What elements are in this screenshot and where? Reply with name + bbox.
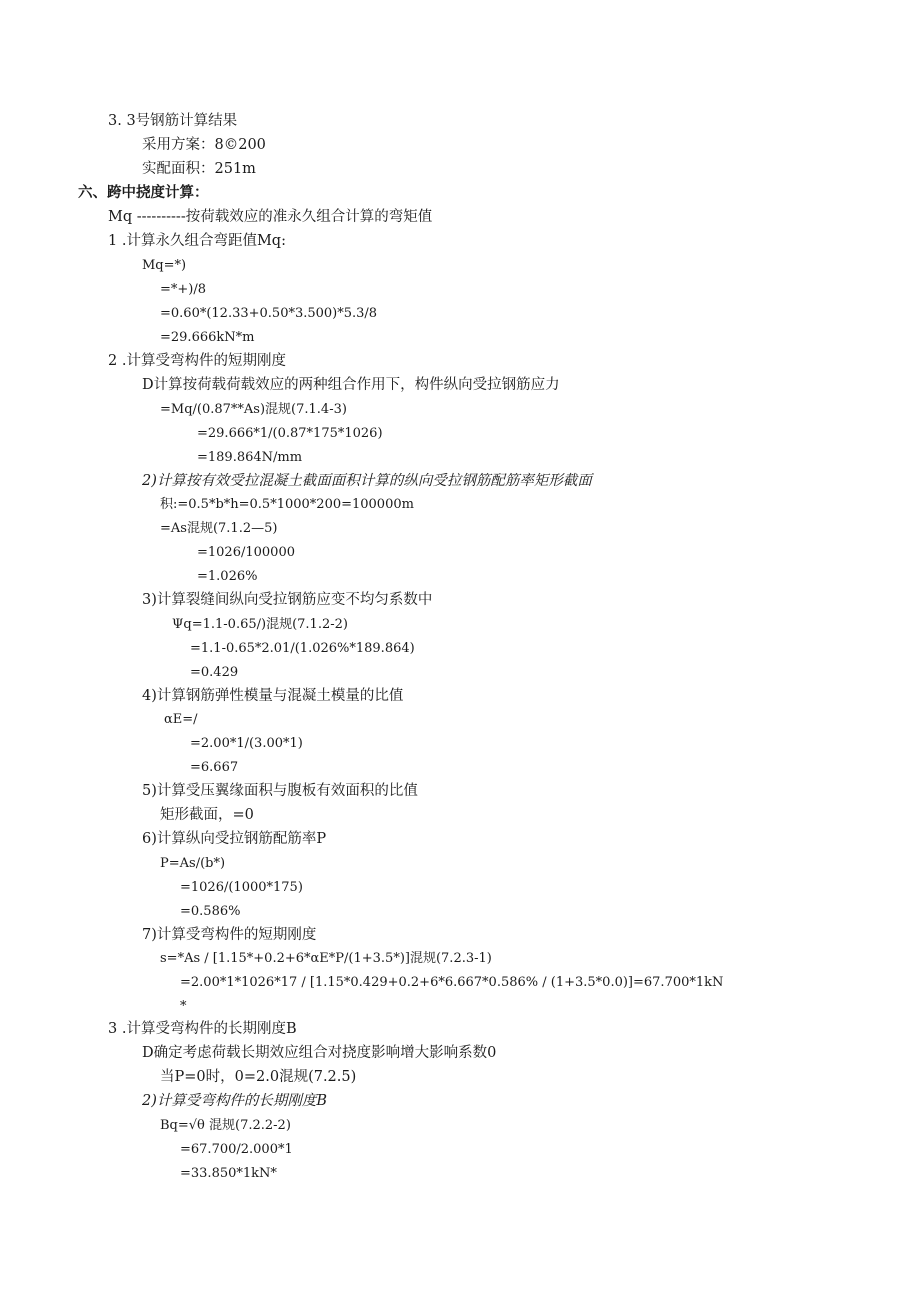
formula-result: =0.586% — [180, 904, 241, 919]
substep-2: 2)计算受弯构件的长期刚度B — [142, 1093, 328, 1109]
formula-result: =189.864N/mm — [197, 450, 303, 465]
formula-line: =1026/100000 — [197, 545, 295, 560]
formula-line: 矩形截面，=0 — [160, 807, 254, 823]
formula-line: =Mq/(0.87**As)混规(7.1.4-3) — [160, 402, 347, 417]
substep-6: 6)计算纵向受拉钢筋配筋率P — [142, 831, 327, 847]
formula-line: αE=/ — [164, 712, 198, 727]
substep-1: D确定考虑荷载长期效应组合对挠度影响增大影响系数0 — [142, 1045, 497, 1061]
formula-result: =1.026% — [197, 569, 258, 584]
formula-result: =29.666kN*m — [160, 330, 255, 345]
formula-line: =*+)/8 — [160, 282, 207, 297]
formula-result: =0.429 — [190, 665, 239, 680]
substep-4: 4)计算钢筋弹性模量与混凝土模量的比值 — [142, 688, 404, 704]
substep-7: 7)计算受弯构件的短期刚度 — [142, 927, 317, 943]
formula-line: Mq=*) — [142, 258, 187, 273]
section-title-deflection: 六、跨中挠度计算： — [78, 184, 209, 201]
substep-1: D计算按荷载荷载效应的两种组合作用下，构件纵向受拉钢筋应力 — [142, 377, 560, 393]
formula-line: =0.60*(12.33+0.50*3.500)*5.3/8 — [160, 306, 378, 321]
formula-line: P=As/(b*) — [160, 856, 226, 871]
formula-line: 当P=0时，0=2.0混规(7.2.5) — [160, 1069, 357, 1085]
step-2-heading: 2 .计算受弯构件的短期刚度 — [108, 353, 286, 369]
step-3-heading: 3 .计算受弯构件的长期刚度B — [108, 1021, 297, 1037]
formula-line: Bq=√θ 混规(7.2.2-2) — [160, 1118, 291, 1133]
formula-result: =6.667 — [190, 760, 239, 775]
scheme-line: 采用方案：8©200 — [142, 137, 266, 153]
formula-line: =As混规(7.1.2—5) — [160, 521, 278, 536]
formula-result: =33.850*1kN* — [180, 1166, 277, 1181]
substep-5: 5)计算受压翼缘面积与腹板有效面积的比值 — [142, 783, 418, 799]
formula-line: =29.666*1/(0.87*175*1026) — [197, 426, 383, 441]
area-line: 实配面积：251m — [142, 161, 256, 177]
formula-line: =2.00*1*1026*17 / [1.15*0.429+0.2+6*6.667*0.586% / (1+3.5*0.0)]=67.700*1kN — [180, 975, 724, 990]
formula-line: 积:=0.5*b*h=0.5*1000*200=100000m — [160, 497, 414, 512]
formula-line: =2.00*1/(3.00*1) — [190, 736, 303, 751]
formula-line: =67.700/2.000*1 — [180, 1142, 293, 1157]
substep-3: 3)计算裂缝间纵向受拉钢筋应变不均匀系数中 — [142, 592, 433, 608]
formula-line: s=*As / [1.15*+0.2+6*αE*P/(1+3.5*)]混规(7.2.3-1) — [160, 951, 492, 966]
formula-line: Ψq=1.1-0.65/)混规(7.1.2-2) — [172, 617, 348, 632]
formula-line: =1.1-0.65*2.01/(1.026%*189.864) — [190, 641, 415, 656]
formula-line: * — [180, 999, 187, 1014]
substep-2: 2)计算按有效受拉混凝土截面面积计算的纵向受拉钢筋配筋率矩形截面 — [142, 473, 592, 489]
section-heading-3: 3. 3号钢筋计算结果 — [108, 113, 238, 129]
step-1-heading: 1 .计算永久组合弯距值Mq: — [108, 233, 286, 249]
mq-definition: Mq ----------按荷载效应的准永久组合计算的弯矩值 — [108, 209, 433, 225]
formula-line: =1026/(1000*175) — [180, 880, 303, 895]
